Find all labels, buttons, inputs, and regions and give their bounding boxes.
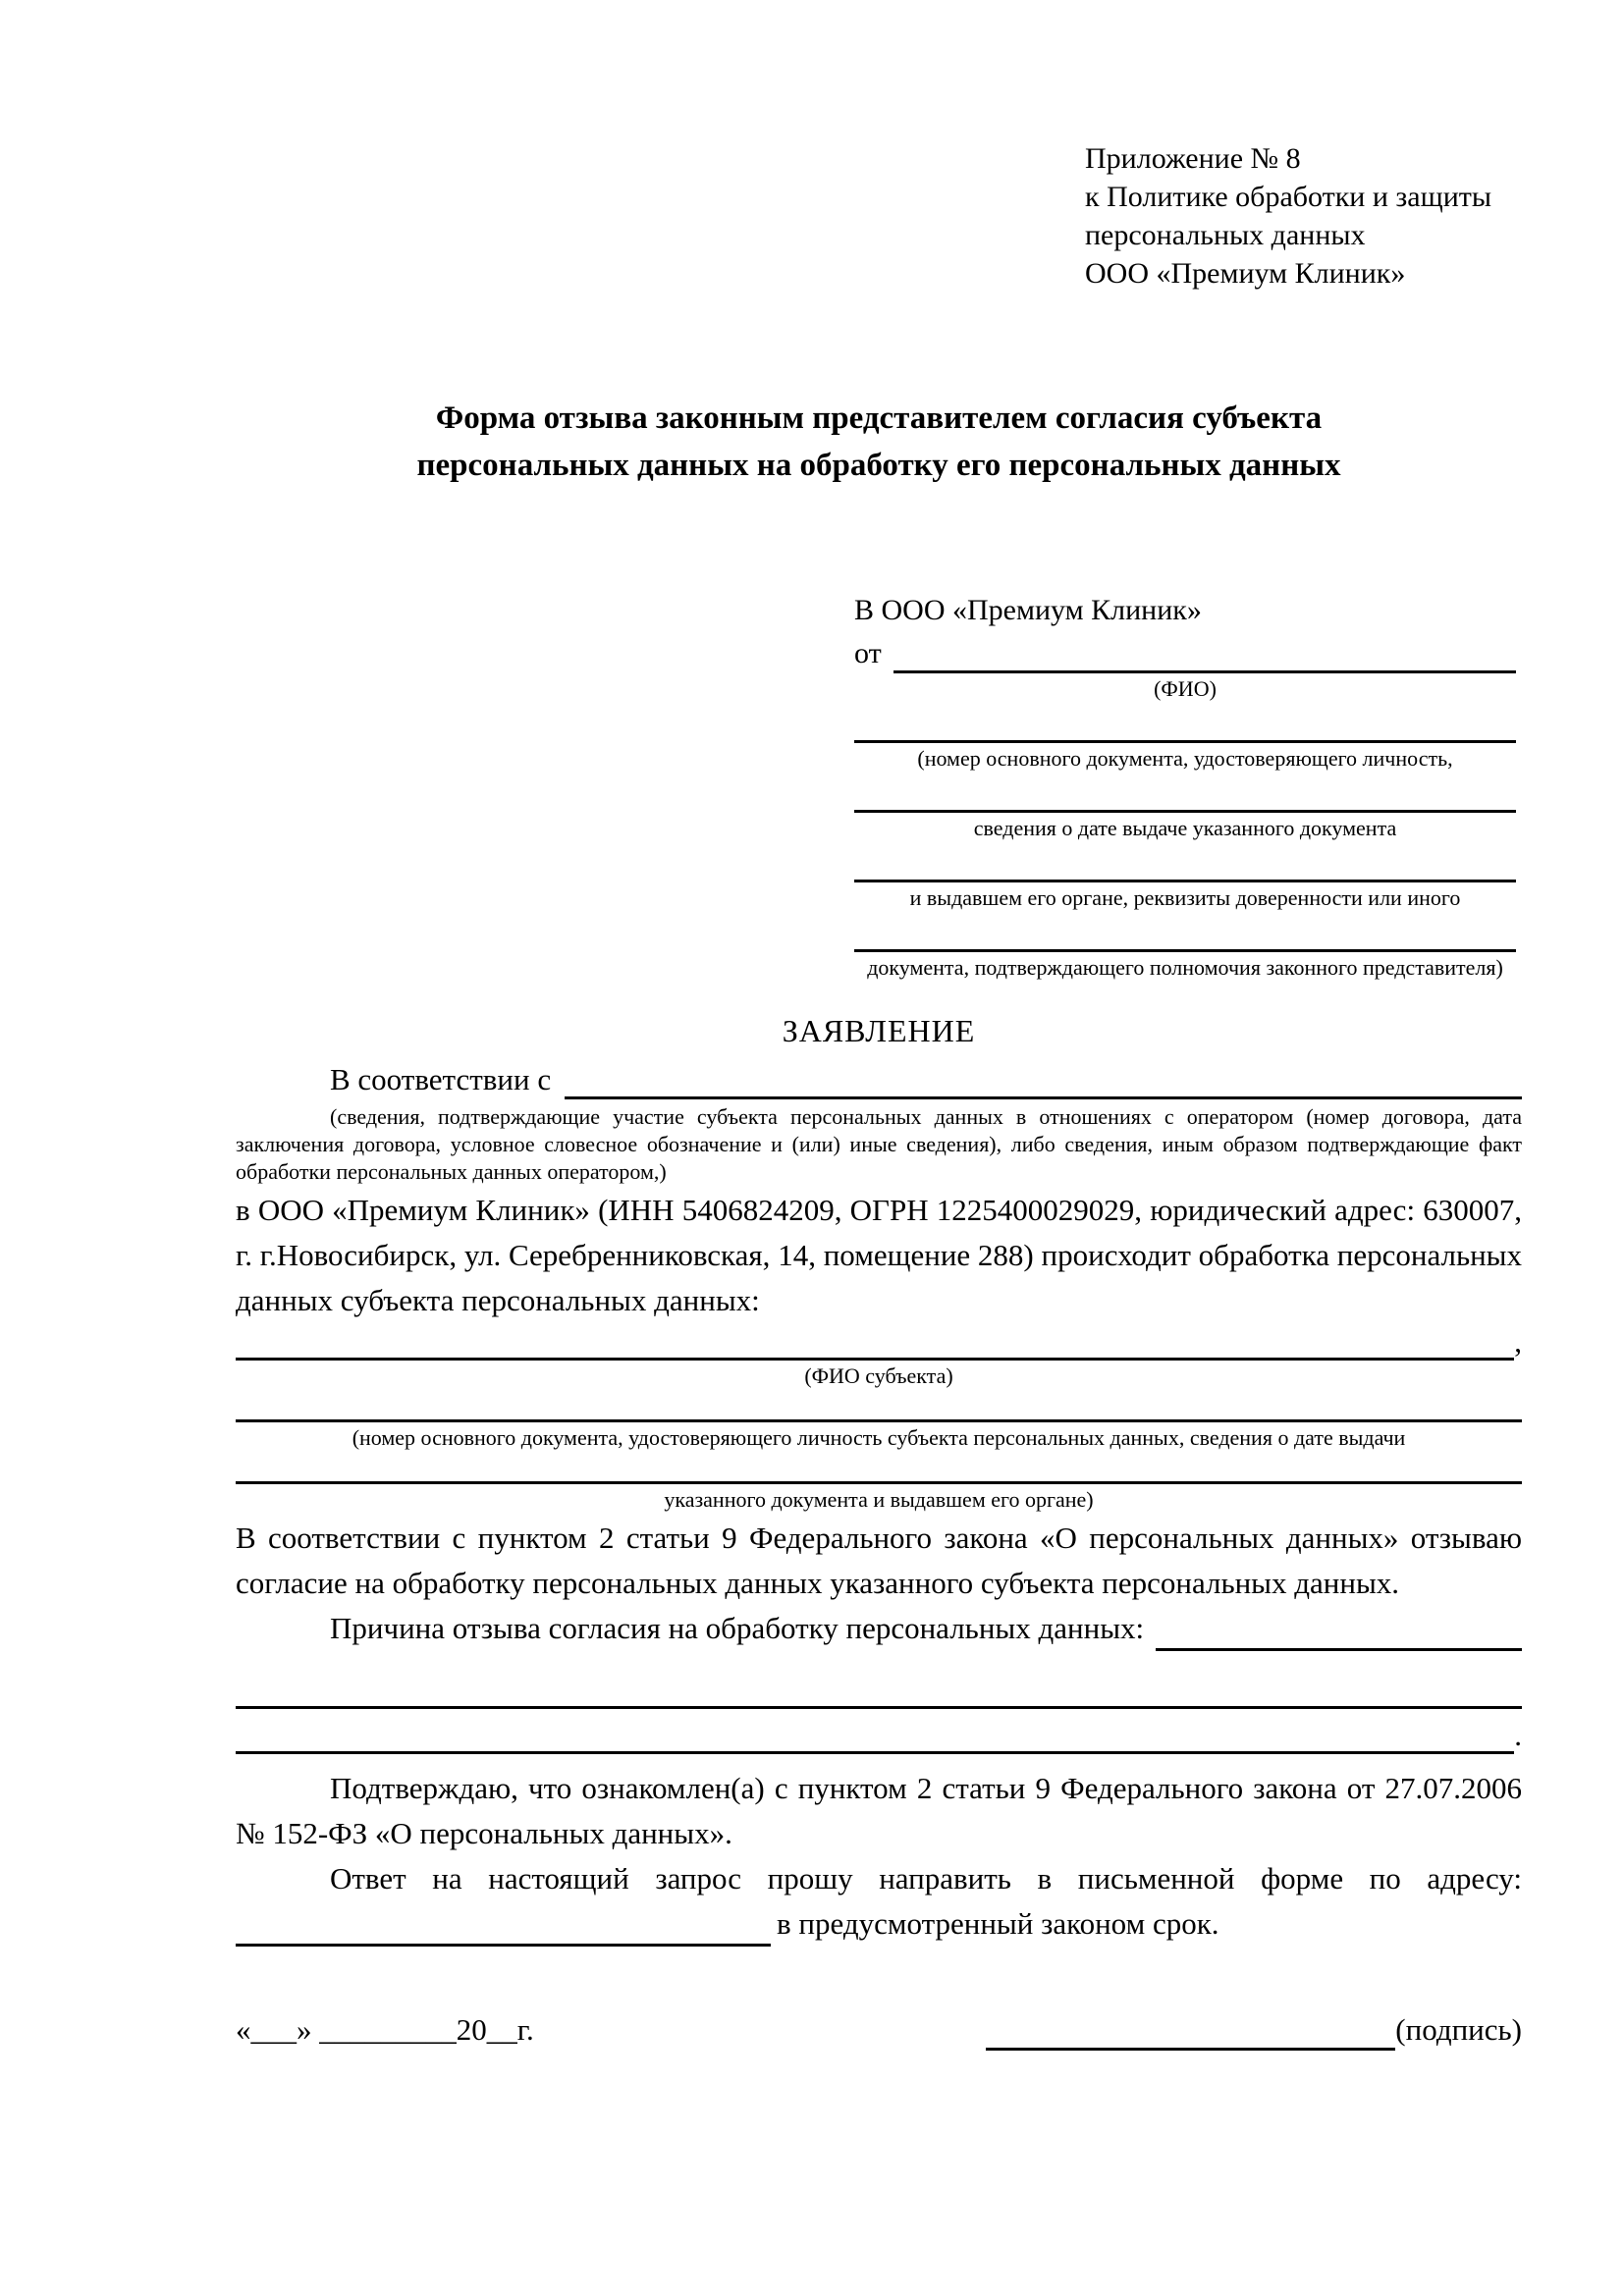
footer-row: [236, 2009, 1522, 2051]
doc-blank-line: [854, 715, 1516, 743]
appendix-line: к Политике обработки и защиты: [1085, 181, 1492, 213]
addressee-to: В ООО «Премиум Клиник»: [854, 594, 1202, 626]
reason-blank-line: [1156, 1611, 1522, 1651]
operator-paragraph: в ООО «Премиум Клиник» (ИНН 5406824209, ОГРН 1225400029029, юридический адрес: 630007, г. г.Новосибирск, ул. Серебренниковская, 14, помещение 288) происходит обработка персональных данных субъекта персональных данных:: [236, 1193, 1522, 1317]
reply-tail: в предусмотренный законом срок.: [777, 1906, 1219, 1941]
accordance-row: [236, 1060, 1522, 1099]
signature-caption: (подпись): [1395, 2012, 1522, 2047]
doc-caption: (номер основного документа, удостоверяющего личность,: [917, 746, 1453, 771]
reason-label: Причина отзыва согласия на обработку персональных данных:: [330, 1611, 1145, 1645]
statement-heading: ЗАЯВЛЕНИЕ: [782, 1013, 976, 1048]
subject-fio-blank-line: [236, 1342, 1514, 1361]
subject-doc-row-2: [236, 1452, 1522, 1484]
reply-address-row: [236, 1901, 1522, 1947]
subject-doc-row: [236, 1390, 1522, 1422]
appendix-line: ООО «Премиум Клиник»: [1085, 257, 1406, 290]
form-title: [236, 395, 1522, 489]
withdrawal-paragraph: В соответствии с пунктом 2 статьи 9 Федерального закона «О персональных данных» отзываю согласие на обработку персональных данных указанного субъекта персональных данных.: [236, 1521, 1522, 1600]
doc-blank-line: [854, 854, 1516, 882]
reply-paragraph: Ответ на настоящий запрос прошу направить в письменной форме по адресу:: [330, 1861, 1522, 1896]
trailing-comma: ,: [1514, 1324, 1522, 1359]
appendix-line: персональных данных: [1085, 219, 1366, 251]
doc-caption: и выдавшем его органе, реквизиты доверенности или иного: [909, 885, 1461, 910]
from-label: от: [854, 637, 882, 669]
subject-fio-row: [236, 1323, 1522, 1361]
signature-blank-line: [986, 2016, 1395, 2051]
date-field: «___» _________20__г.: [236, 2012, 534, 2047]
form-title-line: персональных данных на обработку его персональных данных: [416, 448, 1341, 483]
reason-continuation-line: [236, 1690, 1522, 1709]
trailing-period: .: [1514, 1718, 1522, 1752]
basis-caption: (сведения, подтверждающие участие субъекта персональных данных в отношениях с оператором (номер договора, дата заключения договора, условное словесное обозначение и (или) иные сведения), либо сведения, иным образом подтверждающие факт обработки персональных данных оператором,): [236, 1104, 1522, 1184]
reason-continuation-row: [236, 1717, 1522, 1754]
reply-address-blank-line: [236, 1908, 771, 1947]
appendix-line: Приложение № 8: [1085, 142, 1301, 175]
doc-caption: документа, подтверждающего полномочия законного представителя): [867, 955, 1503, 980]
addressee-block: [854, 591, 1516, 982]
subject-doc-blank-line: [236, 1390, 1522, 1422]
subject-doc-caption-2: указанного документа и выдавшем его органе): [664, 1487, 1094, 1512]
appendix-note: [1085, 139, 1522, 293]
doc-blank-line: [854, 924, 1516, 952]
subject-doc-caption: (номер основного документа, удостоверяющего личность субъекта персональных данных, сведения о дате выдачи: [352, 1425, 1406, 1450]
subject-fio-caption: (ФИО субъекта): [804, 1363, 953, 1388]
from-row: [854, 634, 1516, 673]
doc-caption: сведения о дате выдаче указанного документа: [973, 816, 1397, 840]
form-title-line: Форма отзыва законным представителем согласия субъекта: [435, 400, 1323, 436]
reason-continuation-line-2: [236, 1724, 1514, 1754]
signature-group: [986, 2009, 1522, 2051]
fio-caption: (ФИО): [1154, 676, 1217, 701]
accordance-blank-line: [565, 1063, 1522, 1099]
fio-blank-line: [893, 637, 1516, 673]
confirm-paragraph: Подтверждаю, что ознакомлен(а) с пунктом 2 статьи 9 Федерального закона от 27.07.2006 № 152-ФЗ «О персональных данных».: [236, 1771, 1522, 1850]
subject-doc-blank-line: [236, 1452, 1522, 1484]
reason-row: [236, 1606, 1522, 1651]
accordance-label: В соответствии с: [330, 1062, 552, 1096]
doc-blank-line: [854, 784, 1516, 813]
